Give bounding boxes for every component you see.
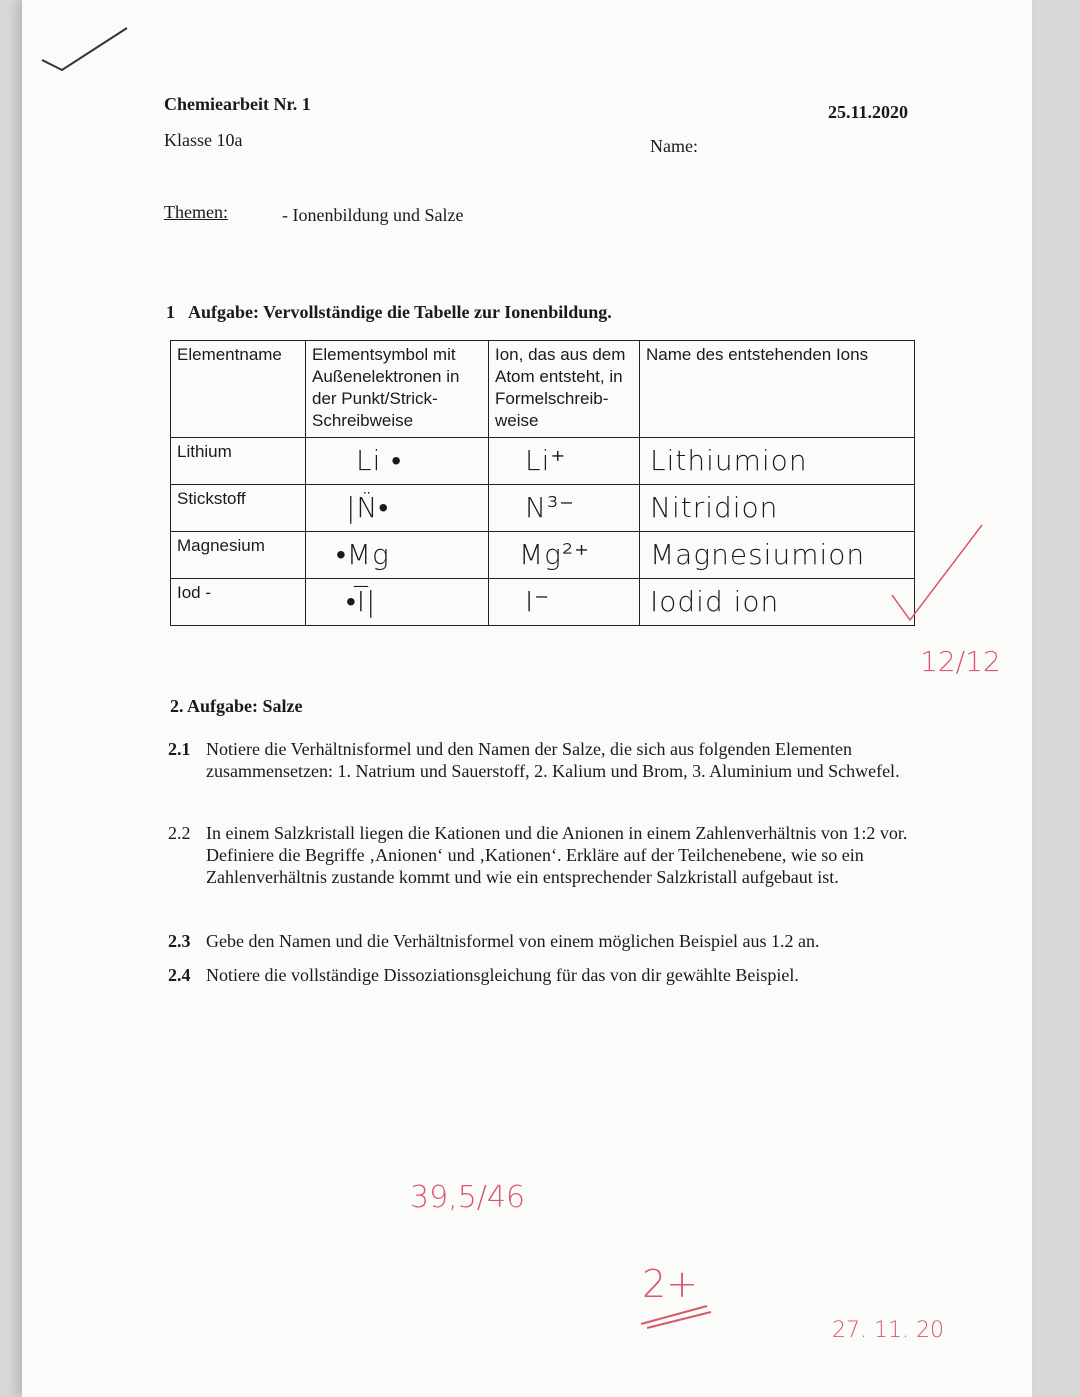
task1-title: Aufgabe: Vervollständige die Tabelle zur Ionenbildung.: [188, 302, 612, 322]
ion-name-cell: Magnesiumion: [640, 532, 915, 579]
topics-label: Themen:: [164, 202, 228, 222]
ion-cell: Mg²⁺: [489, 532, 640, 579]
red-check-icon: [882, 520, 992, 630]
task2-title: 2. Aufgabe: Salze: [170, 696, 303, 716]
exam-date: 25.11.2020: [828, 102, 909, 122]
ion-name-cell: Nitridion: [640, 485, 915, 532]
task-text: Notiere die vollständige Dissoziationsgleichung für das von dir gewählte Beispiel.: [206, 965, 799, 985]
task-text: Notiere die Verhältnisformel und den Namen der Salze, die sich aus folgenden Elementen zusammensetzen: 1. Natrium und Sauerstoff, 2. Kalium und Brom, 3. Aluminium und Schwefel.: [206, 739, 900, 781]
task-number: 2.1: [168, 739, 191, 759]
header-cell: Elementsymbol mit Außenelektronen in der Punkt/Strick-Schreibweise: [306, 341, 489, 438]
task-number: 2.2: [168, 823, 191, 843]
table-header-row: [171, 341, 915, 438]
task-item: [168, 964, 928, 988]
header-cell: Elementname: [171, 341, 306, 438]
class-label: Klasse 10a: [164, 130, 243, 150]
task-text: In einem Salzkristall liegen die Kationen und die Anionen in einem Zahlenverhältnis von 1:2 vor. Definiere die Begriffe ‚Anionen‘ und ‚Kationen‘. Erkläre auf der Teilchenebene, wie so ein Zahlenverhältnis zustande kommt und wie ein entsprechender Salzkristall aufgebaut ist.: [206, 823, 908, 887]
task-number: 2.3: [168, 931, 191, 951]
ion-table: [170, 340, 915, 626]
table-row: [171, 485, 915, 532]
symbol-cell: •I̅|: [306, 579, 489, 626]
total-score: 39,5/46: [410, 1180, 526, 1215]
symbol-cell: •Mg: [306, 532, 489, 579]
task-item: [168, 930, 928, 954]
topics-value: - Ionenbildung und Salze: [282, 205, 464, 225]
exam-title: Chemiearbeit Nr. 1: [164, 94, 311, 114]
ion-cell: I⁻: [489, 579, 640, 626]
grade: 2+: [642, 1262, 699, 1306]
header-cell: Ion, das aus dem Atom entsteht, in Formelschreib-weise: [489, 341, 640, 438]
signed-date: 27. 11. 20: [832, 1318, 944, 1343]
task1-number: 1: [166, 302, 175, 322]
name-label: Name:: [650, 136, 698, 156]
table-row: [171, 438, 915, 485]
table-row: [171, 532, 915, 579]
ion-cell: N³⁻: [489, 485, 640, 532]
exam-sheet: [22, 0, 1032, 1397]
element-cell: Magnesium: [171, 532, 306, 579]
header-cell: Name des entstehenden Ions: [640, 341, 915, 438]
element-cell: Stickstoff: [171, 485, 306, 532]
task-item: [168, 822, 928, 914]
task-item: [168, 738, 928, 808]
grade-underline-icon: [637, 1300, 717, 1330]
task1-score: 12/12: [920, 645, 1001, 678]
ion-cell: Li⁺: [489, 438, 640, 485]
symbol-cell: Li •: [306, 438, 489, 485]
ion-name-cell: Lithiumion: [640, 438, 915, 485]
task1-marker: [166, 302, 175, 323]
element-cell: Iod -: [171, 579, 306, 626]
element-cell: Lithium: [171, 438, 306, 485]
checkmark-icon: [32, 20, 142, 80]
table-row: [171, 579, 915, 626]
task-text: Gebe den Namen und die Verhältnisformel von einem möglichen Beispiel aus 1.2 an.: [206, 931, 820, 951]
task-number: 2.4: [168, 965, 191, 985]
ion-name-cell: Iodid ion: [640, 579, 915, 626]
symbol-cell: |N̈•: [306, 485, 489, 532]
